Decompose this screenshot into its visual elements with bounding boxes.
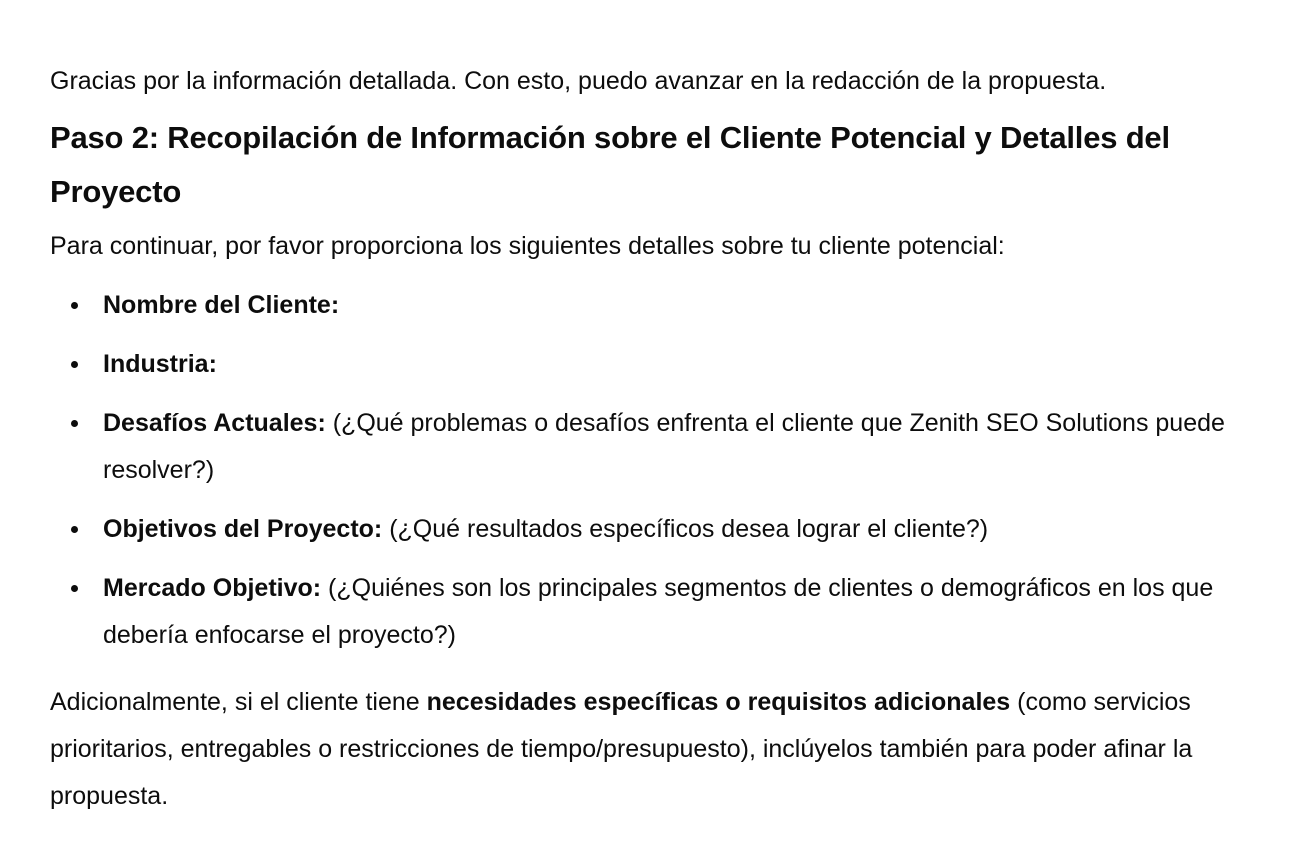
details-list — [50, 282, 1250, 659]
bullet-icon — [71, 585, 78, 592]
item-label: Desafíos Actuales: — [103, 409, 326, 437]
list-item — [50, 282, 1250, 329]
list-item — [50, 341, 1250, 388]
bullet-icon — [71, 361, 78, 368]
item-label: Objetivos del Proyecto: — [103, 515, 383, 543]
list-item — [50, 506, 1250, 553]
list-item — [50, 565, 1250, 659]
bullet-icon — [71, 302, 78, 309]
closing-text-before: Adicionalmente, si el cliente tiene — [50, 688, 427, 716]
intro-paragraph: Gracias por la información detallada. Con esto, puedo avanzar en la redacción de la propuesta. — [50, 67, 1107, 95]
bullet-icon — [71, 420, 78, 427]
list-item — [50, 400, 1250, 494]
lead-paragraph: Para continuar, por favor proporciona los siguientes detalles sobre tu cliente potencial: — [50, 232, 1005, 260]
closing-text-after: (como servicios prioritarios, entregables o restricciones de tiempo/presupuesto), inclúyelos también para poder afinar la propuesta. — [50, 688, 1193, 810]
item-label: Industria: — [103, 350, 217, 378]
item-text: (¿Quiénes son los principales segmentos de clientes o demográficos en los que debería enfocarse el proyecto?) — [103, 574, 1214, 649]
item-label: Mercado Objetivo: — [103, 574, 322, 602]
closing-paragraph — [50, 679, 1250, 820]
bullet-icon — [71, 526, 78, 533]
section-heading: Paso 2: Recopilación de Información sobre el Cliente Potencial y Detalles del Proyecto — [50, 120, 1170, 209]
item-text: (¿Qué resultados específicos desea lograr el cliente?) — [382, 515, 989, 543]
closing-bold-text: necesidades específicas o requisitos adicionales — [426, 688, 1011, 716]
item-text: (¿Qué problemas o desafíos enfrenta el cliente que Zenith SEO Solutions puede resolver?) — [103, 409, 1225, 484]
item-label: Nombre del Cliente: — [103, 291, 340, 319]
